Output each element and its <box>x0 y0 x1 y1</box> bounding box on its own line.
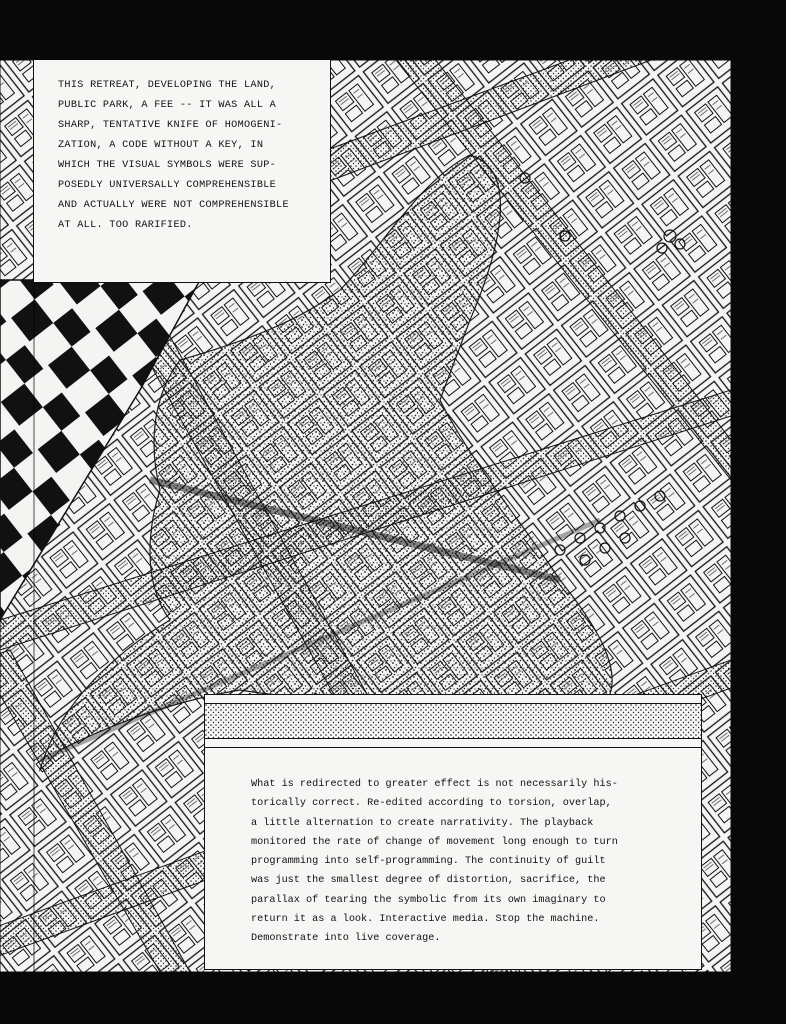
bottom-caption-box <box>204 694 702 970</box>
bottom-caption-text: What is redirected to greater effect is not necessarily his- torically correct. Re-edited according to torsion, overlap, a little alternation to create narrativity. The playback monitored the rate of change of movement long enough to turn programming into self-programming. The continuity of guilt was just the smallest degree of distortion, sacrifice, the parallax of tearing the symbolic from its own imaginary to return it as a look. Interactive media. Stop the machine. Demonstrate into live coverage. <box>251 779 618 945</box>
top-caption-box <box>33 60 331 283</box>
stippled-band <box>205 703 701 739</box>
band-texture <box>205 704 701 738</box>
magazine-page <box>0 60 731 972</box>
band-rule <box>205 747 701 748</box>
top-caption-text: THIS RETREAT, DEVELOPING THE LAND, PUBLIC PARK, A FEE -- IT WAS ALL A SHARP, TENTATIVE KNIFE OF HOMOGENI- ZATION, A CODE WITHOUT A KEY, IN WHICH THE VISUAL SYMBOLS WERE SUP- POSEDLY UNIVERSALLY COMPREHENSIBLE AND ACTUALLY WERE NOT COMPREHENSIBLE AT ALL. TOO RARIFIED. <box>58 80 289 231</box>
